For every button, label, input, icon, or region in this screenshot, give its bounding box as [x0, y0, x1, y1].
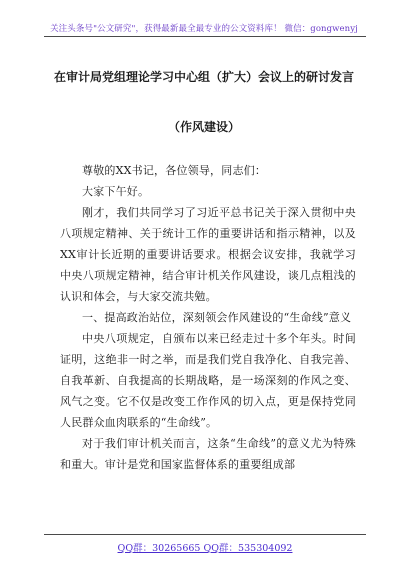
body-paragraph: 对于我们审计机关而言，这条“生命线”的意义尤为特殊和重大。审计是党和国家监督体系的重要组成部 [60, 437, 356, 471]
body-paragraph: 刚才，我们共同学习了习近平总书记关于深入贯彻中央八项规定精神、关于统计工作的重要讲话和指示精神，以及XX审计长近期的重要讲话要求。根据会议安排，我就学习中央八项规定精神，结合审计机关作风建设，谈几点粗浅的认识和体会，与大家交流共勉。 [60, 206, 356, 303]
document-subtitle: （作风建设） [167, 120, 240, 134]
footer-contact[interactable]: QQ群：30265665 QQ群：535304092 [117, 543, 293, 554]
footer-divider [44, 534, 366, 535]
document-body [60, 160, 356, 475]
salutation: 尊敬的XX书记，各位领导，同志们： [82, 164, 267, 177]
header-divider [44, 36, 366, 37]
section-heading: 一、提高政治站位，深刻领会作风建设的“生命线”意义 [82, 311, 352, 324]
document-title: 在审计局党组理论学习中心组（扩大）会议上的研讨发言 [53, 70, 354, 84]
body-paragraph: 中央八项规定，自颁布以来已经走过十多个年头。时间证明，这绝非一时之举，而是我们党自我净化、自我完善、自我革新、自我提高的长期战略，是一场深刻的作风之变、风气之变。它不仅是改变工作作风的切入点，更是保持党同人民群众血肉联系的“生命线”。 [60, 332, 356, 429]
header-notice: 关注头条号"公文研究"，获得最新最全最专业的公文资料库！ 微信：gongwenyj [50, 24, 358, 34]
greeting: 大家下午好。 [82, 185, 150, 198]
